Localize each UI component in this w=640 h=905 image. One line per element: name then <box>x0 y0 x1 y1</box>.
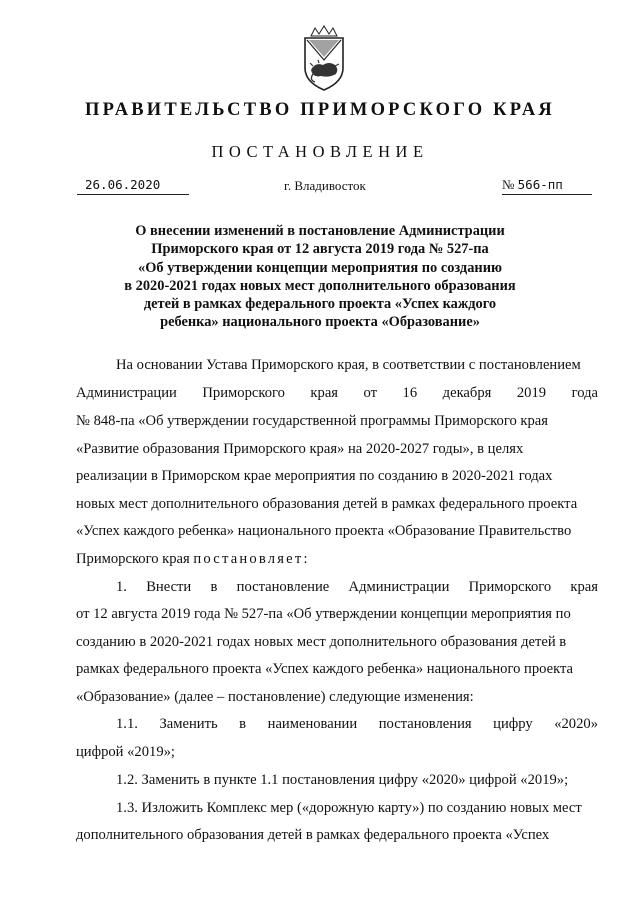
body-line-15: цифрой «2019»; <box>76 744 175 760</box>
resolves-word: постановляет: <box>193 551 310 567</box>
subject-line: О внесении изменений в постановление Администрации <box>135 223 505 239</box>
body-line-12: рамках федерального проекта «Успех каждого ребенка» национального проекта <box>76 661 574 677</box>
body-line-2: Администрации Приморского края от 16 декабря 2019 года <box>76 385 598 401</box>
number-prefix: № <box>502 177 515 192</box>
body-line-13: «Образование» (далее – постановление) следующие изменения: <box>76 689 474 705</box>
subject-line: Приморского края от 12 августа 2019 года № 527-па <box>151 241 489 258</box>
body-line-8-text: Приморского края <box>76 551 194 567</box>
body-line-16: 1.2. Заменить в пункте 1.1 постановления цифру «2020» цифрой «2019»; <box>116 772 569 788</box>
body-line-11: созданию в 2020-2021 годах новых мест дополнительного образования детей в <box>76 634 567 650</box>
body-line-4: «Развитие образования Приморского края» на 2020-2027 годы», в целях <box>76 441 524 457</box>
subject-line: «Об утверждении концепции мероприятия по созданию <box>138 259 502 276</box>
body-line-3: № 848-па «Об утверждении государственной программы Приморского края <box>76 413 548 429</box>
body-line-10: от 12 августа 2019 года № 527-па «Об утверждении концепции мероприятия по <box>76 606 571 622</box>
document-city: г. Владивосток <box>284 178 366 193</box>
body-line-17: 1.3. Изложить Комплекс мер («дорожную карту») по созданию новых мест <box>116 800 582 816</box>
subject-line: в 2020-2021 годах новых мест дополнительного образования <box>124 277 516 294</box>
body-line-5: реализации в Приморском крае мероприятия по созданию в 2020-2021 годах <box>76 468 553 484</box>
document-subject <box>120 222 520 332</box>
body-line-6: новых мест дополнительного образования детей в рамках федерального проекта <box>76 496 578 512</box>
body-line-7: «Успех каждого ребенка» национального проекта «Образование Правительство <box>76 523 572 539</box>
government-title: ПРАВИТЕЛЬСТВО ПРИМОРСКОГО КРАЯ <box>84 100 555 120</box>
document-meta-row <box>72 176 592 200</box>
subject-line: детей в рамках федерального проекта «Успех каждого <box>143 296 497 313</box>
subject-line: ребенка» национального проекта «Образование» <box>160 314 480 331</box>
document-number <box>502 176 592 195</box>
number-value: 566-пп <box>517 177 563 192</box>
body-line-8 <box>76 549 598 569</box>
body-line-9: 1. Внести в постановление Администрации Приморского края <box>116 579 598 595</box>
document-date: 26.06.2020 <box>77 176 189 195</box>
coat-of-arms-emblem <box>299 24 349 94</box>
document-type: ПОСТАНОВЛЕНИЕ <box>211 142 429 161</box>
body-line-18: дополнительного образования детей в рамках федерального проекта «Успех <box>76 827 550 843</box>
body-line-1: На основании Устава Приморского края, в соответствии с постановлением <box>116 357 581 373</box>
body-line-14: 1.1. Заменить в наименовании постановления цифру «2020» <box>116 716 598 732</box>
